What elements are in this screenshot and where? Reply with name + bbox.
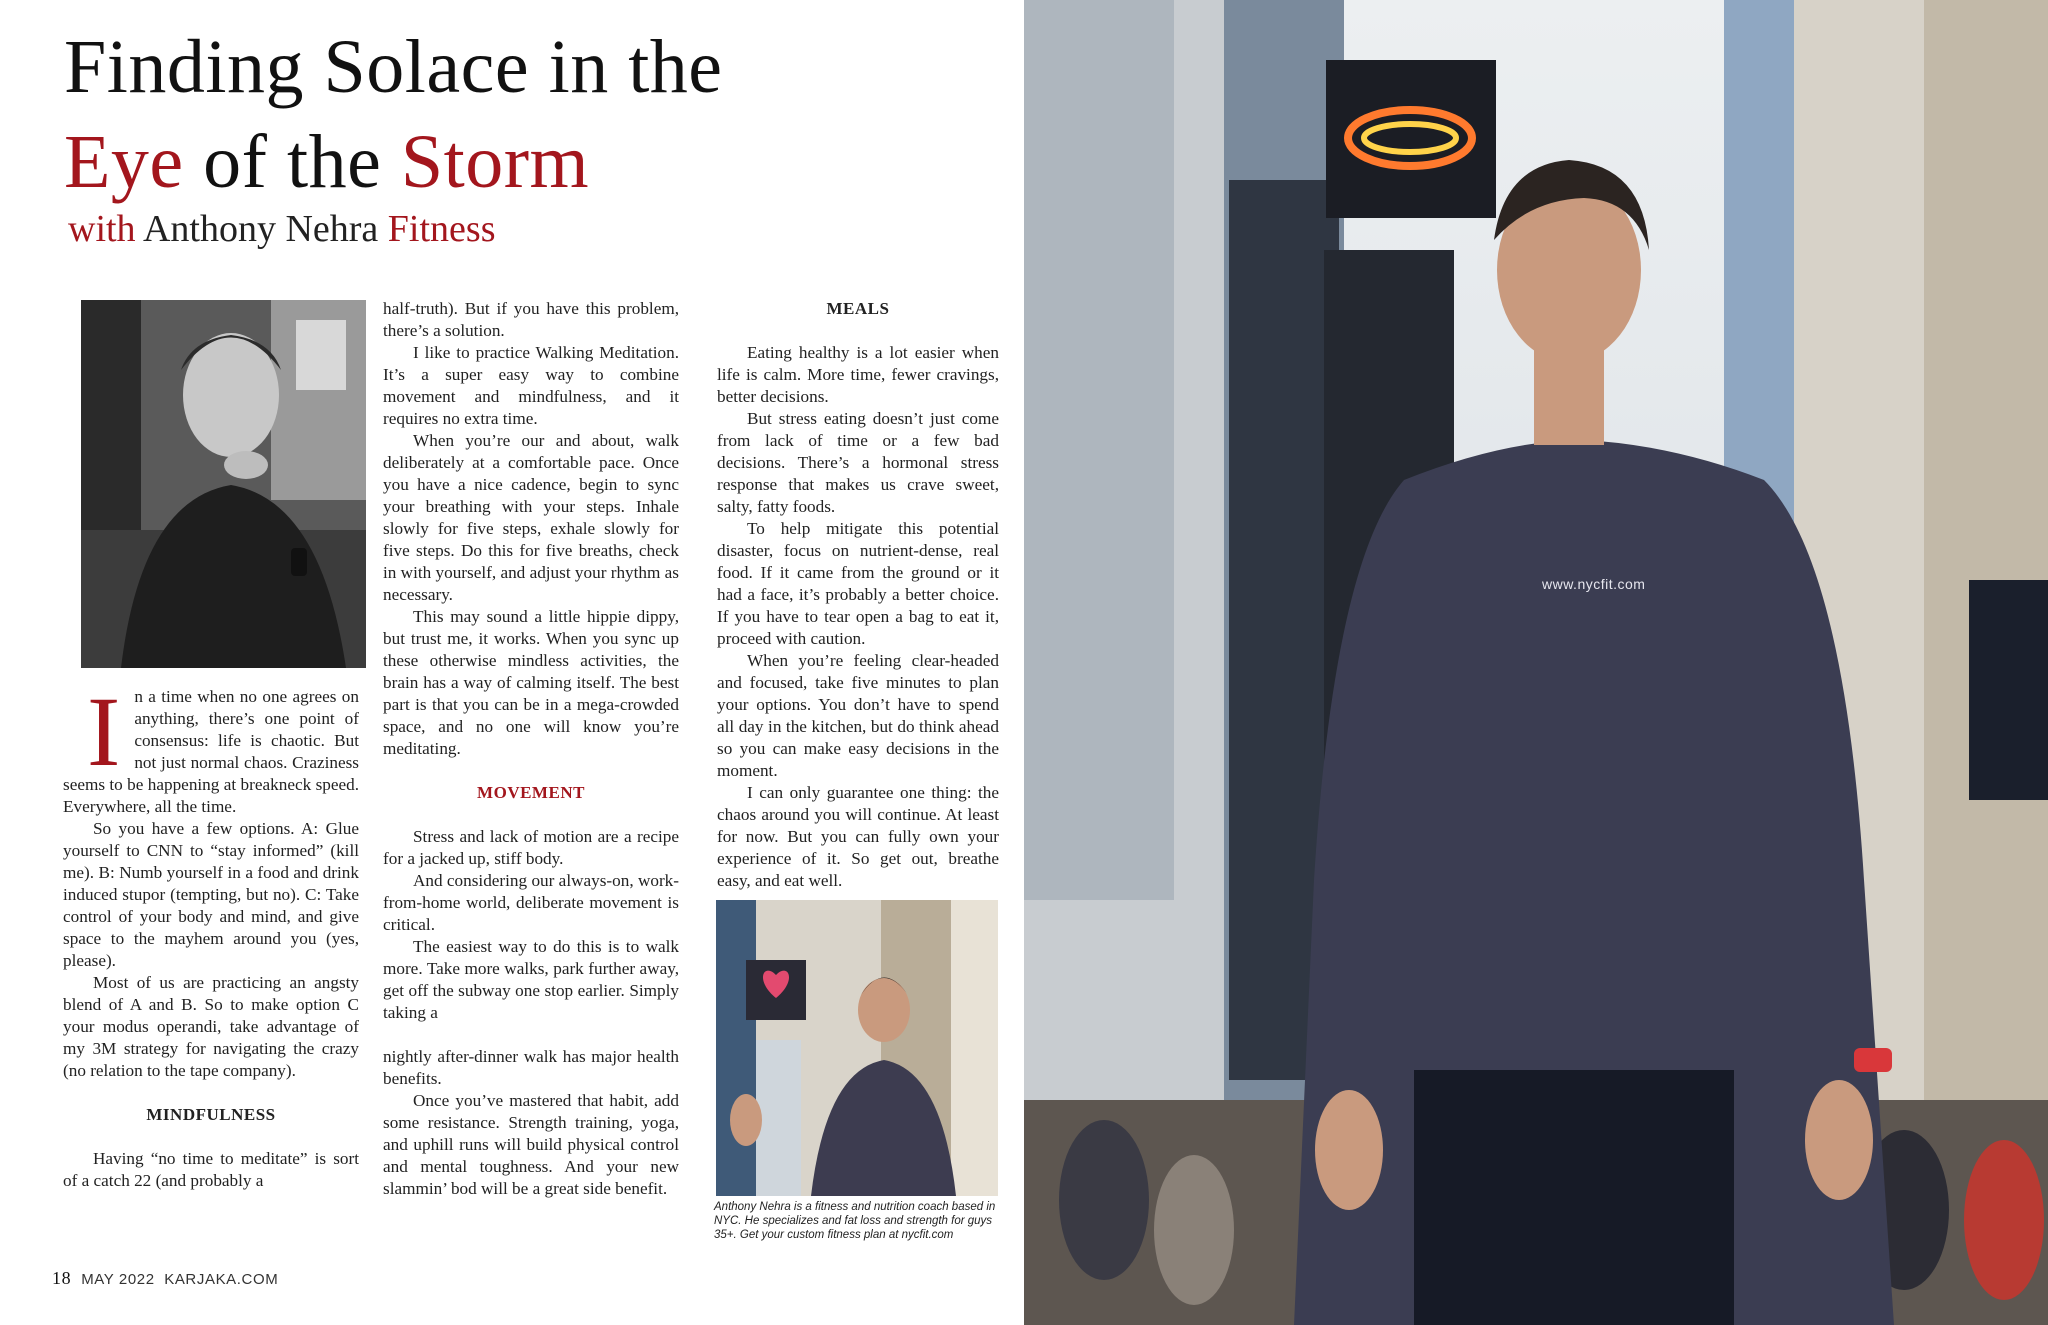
col3-paragraph-2: But stress eating doesn’t just come from lack of time or a few bad decisions. There’s a hormonal stress response that makes us crave sweet, salty, fatty foods. bbox=[717, 409, 999, 516]
column-3 bbox=[717, 298, 999, 892]
col2-paragraph-9: Once you’ve mastered that habit, add some resistance. Strength training, yoga, and uphill runs will build physical control and mental toughness. And your new slammin’ bod will be a great side benefit. bbox=[383, 1091, 679, 1198]
col3-paragraph-3: To help mitigate this potential disaster, focus on nutrient-dense, real food. If it came from the ground or it had a face, it’s probably a better choice. If you have to tear open a bag to eat it, proceed with caution. bbox=[717, 519, 999, 648]
dropcap: I bbox=[87, 676, 121, 787]
col3-paragraph-1: Eating healthy is a lot easier when life is calm. More time, fewer cravings, better decisions. bbox=[717, 343, 999, 406]
street-photo-small bbox=[716, 900, 998, 1196]
headline-line1: Finding Solace in the bbox=[64, 25, 723, 109]
intro-paragraph bbox=[63, 676, 359, 818]
headline-eye: Eye bbox=[64, 120, 184, 204]
subheadline bbox=[68, 206, 496, 252]
hero-illustration bbox=[1024, 0, 2048, 1325]
col1-paragraph-4: Having “no time to meditate” is sort of a catch 22 (and probably a bbox=[63, 1149, 359, 1190]
section-heading-meals: MEALS bbox=[826, 299, 890, 318]
page-number: 18 bbox=[52, 1268, 72, 1288]
shirt-logo-text: www.nycfit.com bbox=[1542, 576, 1646, 592]
col1-paragraph-2: So you have a few options. A: Glue yourself to CNN to “stay informed” (kill me). B: Numb yourself in a food and drink induced stupor (tempting, but no). C: Take control of your body and mind, and give space to the mayhem around you (yes, please). bbox=[63, 819, 359, 970]
caption-text: Anthony Nehra is a fitness and nutrition coach based in NYC. He specializes and fat loss and strength for guys 35+. Get your custom fitness plan at nycfit.com bbox=[714, 1201, 996, 1241]
intro-text: n a time when no one agrees on anything, there’s one point of consensus: life is chaotic. But not just normal chaos. Craziness seems to be happening at breakneck speed. Everywhere, all the time. bbox=[63, 687, 359, 816]
headline bbox=[64, 20, 723, 210]
subhead-fitness: Fitness bbox=[387, 208, 496, 250]
col2-paragraph-5: Stress and lack of motion are a recipe for a jacked up, stiff body. bbox=[383, 827, 679, 868]
subhead-with: with bbox=[68, 208, 136, 250]
column-1 bbox=[63, 676, 359, 1192]
col2-paragraph-7: The easiest way to do this is to walk more. Take more walks, park further away, get off the subway one stop earlier. Simply taking a bbox=[383, 937, 679, 1022]
folio bbox=[52, 1268, 278, 1289]
section-heading-movement: MOVEMENT bbox=[477, 783, 585, 802]
portrait-illustration bbox=[81, 300, 366, 668]
issue-date: MAY 2022 bbox=[81, 1271, 155, 1288]
col3-paragraph-5: I can only guarantee one thing: the chaos around you will continue. At least for now. But you can fully own your experience of it. So get out, breathe easy, and eat well. bbox=[717, 783, 999, 890]
col2-paragraph-8: nightly after-dinner walk has major health benefits. bbox=[383, 1047, 679, 1088]
publication-site: KARJAKA.COM bbox=[164, 1271, 279, 1288]
column-2 bbox=[383, 298, 679, 1200]
col2-paragraph-3: When you’re our and about, walk deliberately at a comfortable pace. Once you have a nice cadence, begin to sync your breathing with your steps. Inhale slowly for five steps, exhale slowly for five steps. Do this for five breaths, check in with yourself, and adjust your rhythm as necessary. bbox=[383, 431, 679, 604]
col2-paragraph-4: This may sound a little hippie dippy, but trust me, it works. When you sync up these otherwise mindless activities, the brain has a way of calming itself. The best part is that you can be in a mega-crowded space, and no one will know you’re meditating. bbox=[383, 607, 679, 758]
section-heading-mindfulness: MINDFULNESS bbox=[146, 1105, 276, 1124]
col1-paragraph-3: Most of us are practicing an angsty blend of A and B. So to make option C your modus operandi, take advantage of my 3M strategy for navigating the crazy (no relation to the tape company). bbox=[63, 973, 359, 1080]
subhead-name: Anthony Nehra bbox=[135, 208, 388, 250]
photo-caption bbox=[714, 1200, 1004, 1242]
col2-paragraph-1: half-truth). But if you have this problem, there’s a solution. bbox=[383, 299, 679, 340]
headline-of-the: of the bbox=[183, 120, 401, 204]
col2-paragraph-2: I like to practice Walking Meditation. It’s a super easy way to combine movement and mindfulness, and it requires no extra time. bbox=[383, 343, 679, 428]
portrait-photo-bw bbox=[81, 300, 366, 668]
col3-paragraph-4: When you’re feeling clear-headed and focused, take five minutes to plan your options. You don’t have to spend all day in the kitchen, but do think ahead so you can make easy decisions in the moment. bbox=[717, 651, 999, 780]
street-photo-illustration bbox=[716, 900, 998, 1196]
right-page-hero-photo bbox=[1024, 0, 2048, 1325]
headline-storm: Storm bbox=[400, 120, 590, 204]
col2-paragraph-6: And considering our always-on, work-from-home world, deliberate movement is critical. bbox=[383, 871, 679, 934]
